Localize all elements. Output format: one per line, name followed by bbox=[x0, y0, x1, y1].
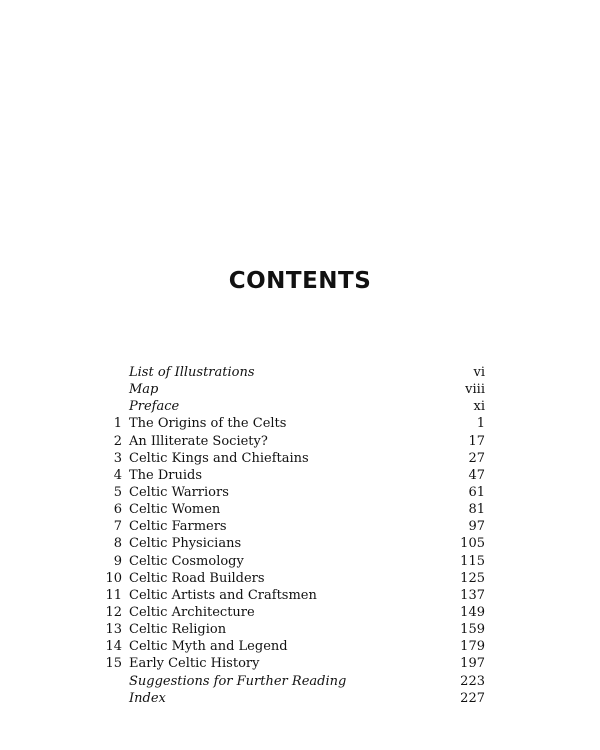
page-number: 227 bbox=[460, 690, 485, 706]
chapter-number: 4 bbox=[113, 467, 122, 483]
entry-title: Celtic Artists and Craftsmen bbox=[129, 587, 317, 603]
page-number: 81 bbox=[468, 502, 485, 518]
entry-title: Celtic Road Builders bbox=[129, 570, 265, 586]
toc-entry bbox=[100, 587, 485, 604]
toc-entry bbox=[100, 450, 485, 467]
entry-title: An Illiterate Society? bbox=[129, 433, 268, 449]
page-number: 125 bbox=[460, 570, 485, 586]
entry-title: Early Celtic History bbox=[129, 656, 260, 672]
entry-title: Celtic Farmers bbox=[129, 519, 227, 535]
toc-entry bbox=[100, 433, 485, 450]
chapter-number: 11 bbox=[105, 587, 122, 603]
toc-entry bbox=[100, 553, 485, 570]
page-number: 197 bbox=[460, 656, 485, 672]
page-number: 159 bbox=[460, 622, 485, 638]
page-number: 1 bbox=[476, 416, 485, 432]
entry-title: Index bbox=[129, 690, 166, 706]
page-number: 27 bbox=[468, 450, 485, 466]
chapter-number: 10 bbox=[105, 570, 122, 586]
toc-entry bbox=[100, 518, 485, 535]
chapter-number: 6 bbox=[113, 502, 122, 518]
toc-entry bbox=[100, 364, 485, 381]
page-number: vi bbox=[473, 365, 485, 380]
page-number: 47 bbox=[468, 467, 485, 483]
entry-title: List of Illustrations bbox=[129, 365, 255, 380]
page-number: viii bbox=[465, 382, 485, 398]
page-number: 115 bbox=[460, 553, 485, 569]
entry-title: The Origins of the Celts bbox=[129, 416, 287, 432]
entry-title: Celtic Cosmology bbox=[129, 553, 244, 569]
chapter-number: 1 bbox=[113, 416, 122, 432]
toc-entry bbox=[100, 604, 485, 621]
page-number: 137 bbox=[460, 587, 485, 603]
toc-entry bbox=[100, 467, 485, 484]
entry-title: Celtic Myth and Legend bbox=[129, 639, 288, 655]
entry-title: Preface bbox=[129, 399, 180, 415]
toc-entry bbox=[100, 673, 485, 690]
page-number: 179 bbox=[460, 639, 485, 655]
chapter-number: 2 bbox=[113, 433, 122, 449]
chapter-number: 13 bbox=[105, 622, 122, 638]
page-number: 149 bbox=[460, 604, 485, 620]
chapter-number: 5 bbox=[113, 484, 122, 500]
entry-title: Celtic Religion bbox=[129, 622, 227, 638]
entry-title: Celtic Physicians bbox=[129, 536, 242, 552]
toc-entry bbox=[100, 484, 485, 501]
entry-title: Map bbox=[129, 382, 159, 398]
toc-entry bbox=[100, 570, 485, 587]
toc-entry bbox=[100, 638, 485, 655]
page-number: 17 bbox=[468, 433, 485, 449]
chapter-number: 9 bbox=[113, 553, 122, 569]
chapter-number: 8 bbox=[113, 536, 122, 552]
chapter-number: 12 bbox=[105, 604, 122, 620]
entry-title: Celtic Kings and Chieftains bbox=[129, 450, 309, 466]
chapter-number: 7 bbox=[113, 519, 122, 535]
chapter-number: 14 bbox=[105, 639, 122, 655]
entry-title: Suggestions for Further Reading bbox=[129, 673, 347, 689]
toc-entry bbox=[100, 535, 485, 552]
entry-title: The Druids bbox=[129, 467, 203, 483]
toc-entry bbox=[100, 690, 485, 707]
toc-entry bbox=[100, 621, 485, 638]
table-of-contents bbox=[100, 364, 485, 707]
toc-entry bbox=[100, 398, 485, 415]
chapter-number: 3 bbox=[113, 450, 122, 466]
toc-entry bbox=[100, 501, 485, 518]
page-number: 223 bbox=[460, 673, 485, 689]
page-number: xi bbox=[473, 399, 485, 415]
page-title: CONTENTS bbox=[228, 268, 372, 294]
page-number: 105 bbox=[460, 536, 485, 552]
entry-title: Celtic Warriors bbox=[129, 484, 229, 500]
entry-title: Celtic Architecture bbox=[129, 604, 255, 620]
page-number: 61 bbox=[468, 484, 485, 500]
page-number: 97 bbox=[468, 519, 485, 535]
toc-entry bbox=[100, 415, 485, 432]
toc-entry bbox=[100, 381, 485, 398]
entry-title: Celtic Women bbox=[129, 502, 221, 518]
toc-entry bbox=[100, 655, 485, 672]
chapter-number: 15 bbox=[105, 656, 122, 672]
